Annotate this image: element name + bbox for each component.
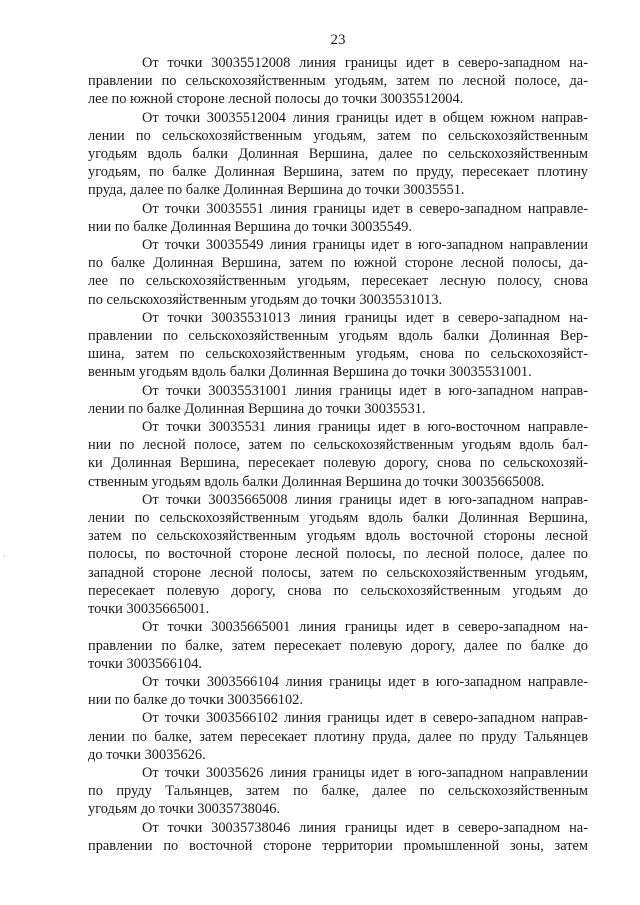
paragraph-line: От точки 30035738046 линия границы идет в северо-западном на-	[142, 819, 588, 836]
paragraph-line: точки 30035665001.	[88, 601, 210, 618]
paragraph	[88, 618, 588, 673]
document-body	[88, 54, 588, 855]
paragraph-line: нии по лесной полосе, затем по сельскохозяйственным угодьям вдоль бал-	[88, 437, 588, 454]
paragraph-line: лее по сельскохозяйственным угодьям, пересекает лесную полосу, снова	[88, 273, 588, 290]
paragraph	[88, 200, 588, 236]
paragraph-line: ки Долинная Вершина, пересекает полевую дорогу, снова по сельскохозяй-	[88, 455, 588, 472]
paragraph	[88, 764, 588, 819]
paragraph-line: правлении по балке, затем пересекает полевую дорогу, далее по балке до	[88, 637, 588, 654]
paragraph	[88, 109, 588, 200]
paragraph-line: нии по балке Долинная Вершина до точки 30035549.	[88, 218, 412, 235]
paragraph-line: правлении по восточной стороне территории промышленной зоны, затем	[88, 837, 588, 854]
paragraph-line: лении по балке Долинная Вершина до точки 30035531.	[88, 400, 426, 417]
paragraph-line: От точки 30035665008 линия границы идет в юго-западном направ-	[142, 491, 588, 508]
paragraph	[88, 309, 588, 382]
paragraph-line: От точки 30035531001 линия границы идет в юго-западном направ-	[142, 382, 588, 399]
paragraph-line: лении по сельскохозяйственным угодьям вдоль балки Долинная Вершина,	[88, 510, 588, 527]
paragraph-line: угодьям, по балке Долинная Вершина, затем по пруду, пересекает плотину	[88, 164, 588, 181]
paragraph-line: шина, затем по сельскохозяйственным угодьям, снова по сельскохозяйст-	[88, 346, 588, 363]
paragraph-line: по пруду Тальянцев, затем по балке, далее по сельскохозяйственным	[88, 783, 588, 800]
paragraph-line: От точки 3003566104 линия границы идет в юго-западном направле-	[142, 673, 588, 690]
paragraph-line: точки 3003566104.	[88, 655, 203, 672]
paragraph-line: От точки 30035626 линия границы идет в юго-западном направлении	[142, 764, 588, 781]
paragraph-line: по балке Долинная Вершина, затем по южной стороне лесной полосы, да-	[88, 255, 588, 272]
paragraph-line: лее по южной стороне лесной полосы до точки 30035512004.	[88, 91, 464, 108]
paragraph	[88, 382, 588, 418]
paragraph-line: по сельскохозяйственным угодьям до точки 30035531013.	[88, 291, 443, 308]
paragraph-line: От точки 30035549 линия границы идет в юго-западном направлении	[142, 237, 588, 254]
paragraph-line: лении по балке, затем пересекает плотину пруда, далее по пруду Тальянцев	[88, 728, 588, 745]
paragraph	[88, 54, 588, 109]
paragraph-line: правлении по сельскохозяйственным угодьям, затем по лесной полосе, да-	[88, 73, 588, 90]
scan-margin-mark	[4, 555, 5, 556]
paragraph-line: затем по сельскохозяйственным угодьям вдоль восточной стороны лесной	[88, 528, 588, 545]
paragraph-line: угодьям вдоль балки Долинная Вершина, далее по сельскохозяйственным	[88, 146, 588, 163]
paragraph-line: нии по балке до точки 3003566102.	[88, 692, 303, 709]
paragraph-line: полосы, по восточной стороне лесной полосы, по лесной полосе, далее по	[88, 546, 588, 563]
paragraph-line: западной стороне лесной полосы, затем по сельскохозяйственным угодьям,	[88, 564, 588, 581]
paragraph	[88, 673, 588, 709]
paragraph-line: до точки 30035626.	[88, 746, 206, 763]
paragraph-line: лении по сельскохозяйственным угодьям, затем по сельскохозяйственным	[88, 127, 588, 144]
paragraph-line: От точки 30035665001 линия границы идет в северо-западном на-	[142, 619, 588, 636]
paragraph-line: ственным угодьям вдоль балки Долинная Вершина до точки 30035665008.	[88, 473, 545, 490]
paragraph	[88, 491, 588, 618]
paragraph-line: правлении по сельскохозяйственным угодьям вдоль балки Долинная Вер-	[88, 328, 588, 345]
paragraph-line: пересекает полевую дорогу, снова по сельскохозяйственным угодьям до	[88, 582, 588, 599]
paragraph-line: От точки 3003566102 линия границы идет в северо-западном направ-	[142, 710, 588, 727]
paragraph-line: От точки 30035531013 линия границы идет в северо-западном на-	[142, 309, 588, 326]
paragraph-line: От точки 30035512008 линия границы идет в северо-западном на-	[142, 55, 588, 71]
paragraph	[88, 236, 588, 309]
paragraph	[88, 418, 588, 491]
paragraph-line: От точки 30035512004 линия границы идет в общем южном направ-	[142, 109, 588, 126]
paragraph-line: угодьям до точки 30035738046.	[88, 801, 281, 818]
page-number: 23	[330, 32, 346, 48]
paragraph	[88, 709, 588, 764]
paragraph-line: венным угодьям вдоль балки Долинная Вершина до точки 30035531001.	[88, 364, 532, 381]
paragraph-line: От точки 30035551 линия границы идет в северо-западном направле-	[142, 200, 588, 217]
paragraph	[88, 819, 588, 855]
paragraph-line: От точки 30035531 линия границы идет в юго-восточном направле-	[142, 419, 588, 436]
paragraph-line: пруда, далее по балке Долинная Вершина до точки 30035551.	[88, 182, 465, 199]
